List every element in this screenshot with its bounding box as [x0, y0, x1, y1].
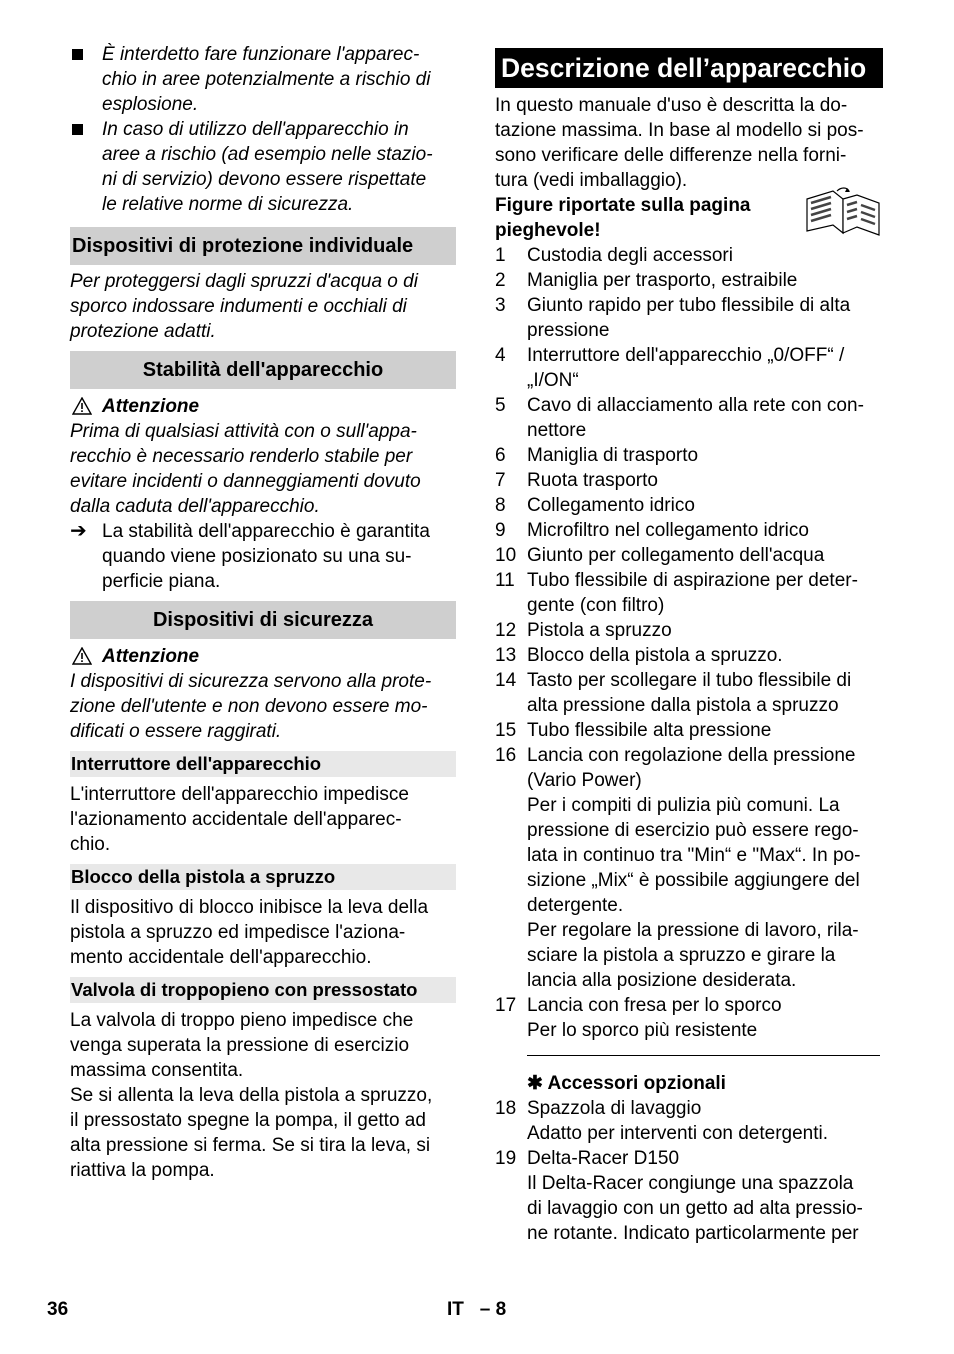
item-text: Ruota trasporto: [527, 470, 658, 491]
item-number: 6: [495, 445, 506, 466]
arrow-right-icon: ➔: [70, 520, 87, 542]
heading-gun-lock: Blocco della pistola a spruzzo: [70, 864, 456, 890]
overflow-valve-text-2: Se si allenta la leva della pistola a spruzzo, il pressostato spegne la pompa, il getto ad alta pressione si ferma. Se si tira la leva, si riattiva la pompa.: [70, 1085, 433, 1181]
item-number: 15: [495, 720, 517, 741]
item-text: Maniglia per trasporto, estraibile: [527, 270, 798, 291]
list-item: [495, 1096, 883, 1121]
item-number: 14: [495, 670, 517, 691]
section-title: Descrizione dell’apparecchio: [495, 48, 883, 88]
item-text: Custodia degli accessori: [527, 245, 733, 266]
list-item: [495, 543, 883, 568]
list-item: [495, 443, 883, 468]
gun-lock-text: Il dispositivo di blocco inibisce la leva della pistola a spruzzo ed impedisce l'aziona- mento accidentale dell'apparecchio.: [70, 897, 429, 968]
item-text: Blocco della pistola a spruzzo.: [527, 645, 783, 666]
page-number: 36: [47, 1299, 69, 1320]
item-number: 2: [495, 270, 506, 291]
list-item: [495, 518, 883, 543]
intro-text: In questo manuale d'uso è descritta la do- tazione massima. In base al modello si pos- sono verificare delle differenze nella forni- tura (vedi imballaggio).: [495, 95, 864, 191]
bullet-text: È interdetto fare funzionare l'apparec- chio in aree potenzialmente a rischio di esplosione.: [102, 44, 431, 115]
list-item: [495, 393, 883, 443]
list-item: [495, 718, 883, 743]
left-column: [70, 42, 456, 1183]
arrow-item: [70, 519, 456, 594]
warning-label: [70, 644, 456, 669]
item-number: 12: [495, 620, 517, 641]
item-text: Spazzola di lavaggio: [527, 1098, 702, 1119]
item-number: 7: [495, 470, 506, 491]
item-text: Collegamento idrico: [527, 495, 695, 516]
heading-dpi: Dispositivi di protezione individuale: [70, 227, 456, 265]
accessories-heading: [495, 1071, 883, 1096]
item-description: Per lo sporco più resistente: [527, 1020, 758, 1041]
heading-switch: Interruttore dell'apparecchio: [70, 751, 456, 777]
switch-text: L'interruttore dell'apparecchio impedisce l'azionamento accidentale dell'apparec- chio.: [70, 784, 409, 855]
language-page-label: IT – 8: [447, 1299, 507, 1320]
list-item: [495, 618, 883, 643]
parts-list: [495, 243, 883, 1246]
list-item: [495, 493, 883, 518]
item-number: 16: [495, 745, 517, 766]
heading-safety-devices: Dispositivi di sicurezza: [70, 601, 456, 639]
item-number: 17: [495, 995, 517, 1016]
heading-overflow-valve: Valvola di troppopieno con pressostato: [70, 977, 456, 1003]
item-text: Pistola a spruzzo: [527, 620, 672, 641]
warning-text: I dispositivi di sicurezza servono alla prote- zione dell'utente e non devono essere mo- dificati o essere raggirati.: [70, 671, 432, 742]
warning-label: [70, 394, 456, 419]
arrow-text: La stabilità dell'apparecchio è garantita quando viene posizionato su una su- perficie piana.: [102, 521, 430, 592]
item-number: 3: [495, 295, 506, 316]
list-item: [495, 1146, 883, 1171]
overflow-valve-text: La valvola di troppo pieno impedisce che venga superata la pressione di esercizio massima consentita.: [70, 1010, 414, 1081]
item-number: 4: [495, 345, 506, 366]
list-item: [495, 468, 883, 493]
accessories-label: Accessori opzionali: [547, 1073, 726, 1094]
list-item: [495, 993, 883, 1018]
square-bullet-icon: [72, 124, 83, 135]
right-column: [495, 42, 883, 1246]
item-text: Tubo flessibile di aspirazione per deter- gente (con filtro): [527, 570, 858, 616]
warning-triangle-icon: [72, 647, 92, 665]
item-number: 10: [495, 545, 517, 566]
list-item: [495, 293, 883, 343]
item-number: 13: [495, 645, 517, 666]
item-description: Il Delta-Racer congiunge una spazzola di lavaggio con un getto ad alta pressio- ne rotante. Indicato particolarmente per: [527, 1173, 863, 1244]
item-text: Lancia con fresa per lo sporco: [527, 995, 782, 1016]
heading-stability: Stabilità dell'apparecchio: [70, 351, 456, 389]
bullet-item: [70, 42, 456, 117]
warning-triangle-icon: [72, 397, 92, 415]
list-item: [495, 743, 883, 793]
dpi-text: Per proteggersi dagli spruzzi d'acqua o di sporco indossare indumenti e occhiali di protezione adatti.: [70, 271, 418, 342]
bullet-item: [70, 117, 456, 217]
item-text: Tasto per scollegare il tubo flessibile di alta pressione dalla pistola a spruzzo: [527, 670, 852, 716]
item-description: Per regolare la pressione di lavoro, rila- sciare la pistola a spruzzo e girare la lancia alla posizione desiderata.: [527, 920, 859, 991]
item-number: 8: [495, 495, 506, 516]
item-number: 18: [495, 1098, 517, 1119]
item-text: Maniglia di trasporto: [527, 445, 699, 466]
list-item: [495, 243, 883, 268]
item-number: 1: [495, 245, 506, 266]
figure-note: [495, 193, 883, 243]
item-text: Lancia con regolazione della pressione (Vario Power): [527, 745, 856, 791]
warning-label-text: Attenzione: [102, 396, 200, 417]
item-text: Giunto per collegamento dell'acqua: [527, 545, 825, 566]
item-text: Cavo di allacciamento alla rete con con- nettore: [527, 395, 864, 441]
list-item: [495, 343, 883, 393]
bullet-text: In caso di utilizzo dell'apparecchio in aree a rischio (ad esempio nelle stazio- ni di servizio) devono essere rispettate le relative norme di sicurezza.: [102, 119, 433, 215]
item-text: Delta-Racer D150: [527, 1148, 680, 1169]
item-number: 11: [495, 570, 515, 591]
asterisk-icon: ✱: [527, 1073, 543, 1094]
item-description: Adatto per interventi con detergenti.: [527, 1123, 829, 1144]
figure-note-text: Figure riportate sulla pagina pieghevole!: [495, 195, 751, 241]
item-number: 9: [495, 520, 506, 541]
item-number: 19: [495, 1148, 517, 1169]
item-text: Tubo flessibile alta pressione: [527, 720, 772, 741]
warning-label-text: Attenzione: [102, 646, 200, 667]
item-text: Giunto rapido per tubo flessibile di alta pressione: [527, 295, 851, 341]
list-item: [495, 668, 883, 718]
item-description: Per i compiti di pulizia più comuni. La pressione di esercizio può essere rego- lata in continuo tra "Min“ e "Max“. In po- sizione „Mix“ è possibile aggiungere del detergente.: [527, 795, 861, 916]
warning-text: Prima di qualsiasi attività con o sull'appa- recchio è necessario renderlo stabile per evitare incidenti o danneggiamenti dovuto dalla caduta dell'apparecchio.: [70, 421, 421, 517]
item-text: Interruttore dell'apparecchio „0/OFF“ / „I/ON“: [527, 345, 845, 391]
list-item: [495, 268, 883, 293]
foldout-page-icon: [803, 185, 881, 237]
list-item: [495, 643, 883, 668]
square-bullet-icon: [72, 49, 83, 60]
item-number: 5: [495, 395, 506, 416]
list-item: [495, 568, 883, 618]
item-text: Microfiltro nel collegamento idrico: [527, 520, 809, 541]
